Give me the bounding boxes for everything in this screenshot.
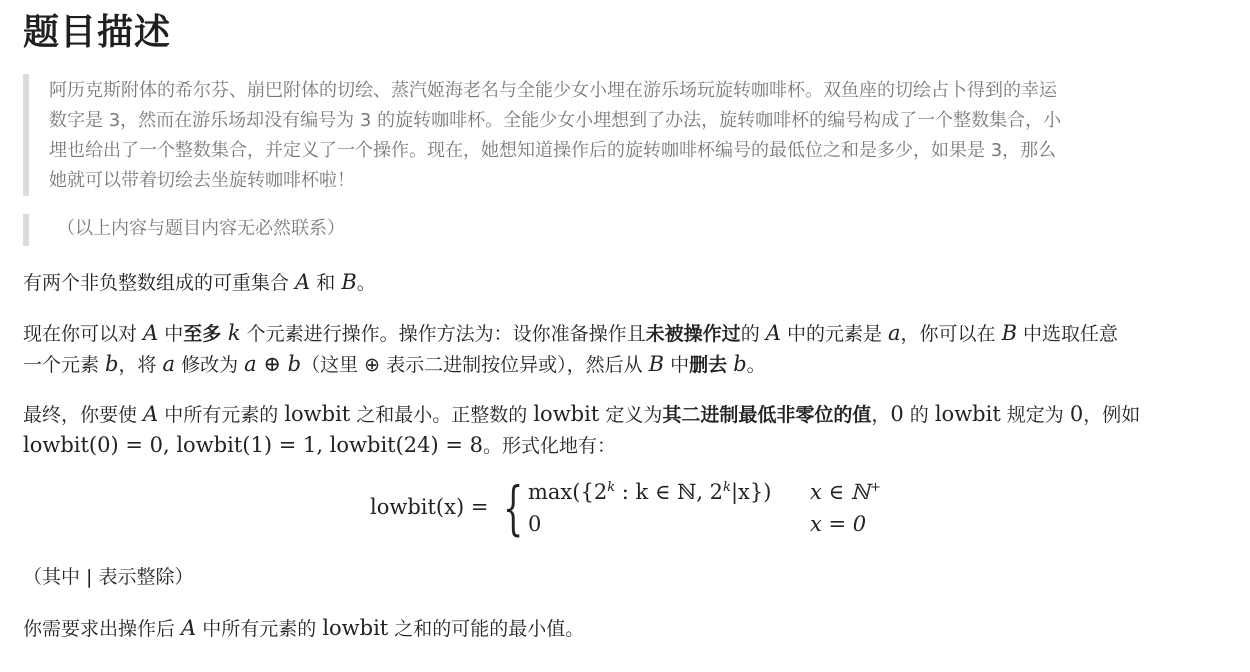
text: 修改为 xyxy=(175,354,245,376)
text: 。 xyxy=(356,272,376,294)
math-var: b xyxy=(733,352,747,376)
text: ，你可以在 xyxy=(900,323,1002,345)
formula-part: k xyxy=(607,480,616,495)
story-line: 数字是 3，然而在游乐场却没有编号为 3 的旋转咖啡杯。全能少女小埋想到了办法，旋转咖啡杯的编号构成了一个整数集合，小 xyxy=(49,110,1062,131)
math-func: lowbit xyxy=(322,616,389,640)
text: 中所有元素的 xyxy=(158,404,285,426)
text: 。形式化地有： xyxy=(483,435,617,457)
paragraph-line xyxy=(23,430,1235,461)
paragraph-lowbit xyxy=(23,399,1235,461)
math-var: A xyxy=(181,616,197,640)
text: 中 xyxy=(664,354,690,376)
text: ，将 xyxy=(118,354,163,376)
text: 之和的可能的最小值。 xyxy=(388,618,585,640)
formula-case-1 xyxy=(528,480,771,504)
math-var: A xyxy=(295,270,311,294)
formula-part: |x}) xyxy=(730,480,772,504)
story-line: 埋也给出了一个整数集合，并定义了一个操作。现在，她想知道操作后的旋转咖啡杯编号的最低位之和是多少，如果是 3，那么 xyxy=(49,140,1057,161)
story-line: 她就可以带着切绘去坐旋转咖啡杯啦！ xyxy=(49,170,355,191)
text: 的 xyxy=(903,404,935,426)
math-var: b xyxy=(105,352,119,376)
text: 规定为 xyxy=(1000,404,1070,426)
formula-part: + xyxy=(869,480,881,495)
text: 。 xyxy=(746,354,766,376)
text: 现在你可以对 xyxy=(23,323,144,345)
math-var: a xyxy=(888,321,901,345)
formula-condition-1 xyxy=(810,480,881,504)
formula-brace: { xyxy=(503,474,524,542)
math-var: A xyxy=(765,321,781,345)
text: 定义为 xyxy=(599,404,663,426)
story-blockquote xyxy=(23,74,1235,196)
emphasis: 其二进制最低非零位的值 xyxy=(662,404,872,426)
paragraph-line xyxy=(23,318,1235,349)
paragraph-task xyxy=(23,613,1235,644)
math-expression: lowbit(0) = 0, lowbit(1) = 1, lowbit(24) = 8 xyxy=(23,433,484,457)
text: （其中 | 表示整除） xyxy=(23,566,194,588)
text: 中 xyxy=(158,323,184,345)
formula-part: x ∈ ℕ xyxy=(810,480,870,504)
formula-part: k xyxy=(723,480,731,495)
paragraph-line xyxy=(23,349,1235,380)
page-title: 题目描述 xyxy=(23,12,172,53)
text: 你需要求出操作后 xyxy=(23,618,182,640)
math-var: B xyxy=(648,352,665,376)
text: 中的元素是 xyxy=(780,323,888,345)
text: 的 xyxy=(740,323,766,345)
formula-part: : k ∈ ℕ, 2 xyxy=(615,480,724,504)
math-var: a xyxy=(162,352,176,376)
paragraph-divides-note xyxy=(23,562,1235,592)
math-num: 0 xyxy=(1069,402,1084,426)
formula-part: max({2 xyxy=(528,480,608,504)
text: 之和最小。正整数的 xyxy=(350,404,534,426)
math-expression: a ⊕ b xyxy=(244,352,302,376)
math-func: lowbit xyxy=(284,402,351,426)
math-func: lowbit xyxy=(533,402,600,426)
text: 最终，你要使 xyxy=(23,404,144,426)
math-var: k xyxy=(227,321,241,345)
math-var: A xyxy=(143,402,159,426)
text: 有两个非负整数组成的可重集合 xyxy=(23,272,296,294)
text: ，例如 xyxy=(1083,404,1141,426)
math-var: B xyxy=(1001,321,1018,345)
formula-case-2: 0 xyxy=(528,512,542,536)
text: 一个元素 xyxy=(23,354,106,376)
paragraph-line xyxy=(23,399,1235,430)
emphasis: 删去 xyxy=(689,354,728,376)
disclaimer-text: （以上内容与题目内容无必然联系） xyxy=(57,218,345,239)
text: 和 xyxy=(310,272,342,294)
math-num: 0 xyxy=(890,402,904,426)
formula-condition-2: x = 0 xyxy=(810,512,867,536)
math-func: lowbit xyxy=(934,402,1001,426)
formula-lhs: lowbit(x) = xyxy=(370,495,489,519)
text: ， xyxy=(871,404,891,426)
math-var: B xyxy=(341,270,357,294)
emphasis: 至多 xyxy=(183,323,228,345)
paragraph-sets xyxy=(23,267,1235,298)
lowbit-formula xyxy=(370,474,930,544)
emphasis: 未被操作过 xyxy=(645,323,741,345)
text: 中所有元素的 xyxy=(196,618,323,640)
disclaimer-blockquote xyxy=(23,214,1235,246)
story-line: 阿历克斯附体的希尔芬、崩巴附体的切绘、蒸汽姬海老名与全能少女小埋在游乐场玩旋转咖啡杯。双鱼座的切绘占卜得到的幸运 xyxy=(49,80,1057,101)
text: （这里 ⊕ 表示二进制按位异或），然后从 xyxy=(301,354,649,376)
text: 个元素进行操作。操作方法为：设你准备操作且 xyxy=(240,323,646,345)
paragraph-operation xyxy=(23,318,1235,380)
math-var: A xyxy=(143,321,159,345)
text: 中选取任意 xyxy=(1017,323,1119,345)
